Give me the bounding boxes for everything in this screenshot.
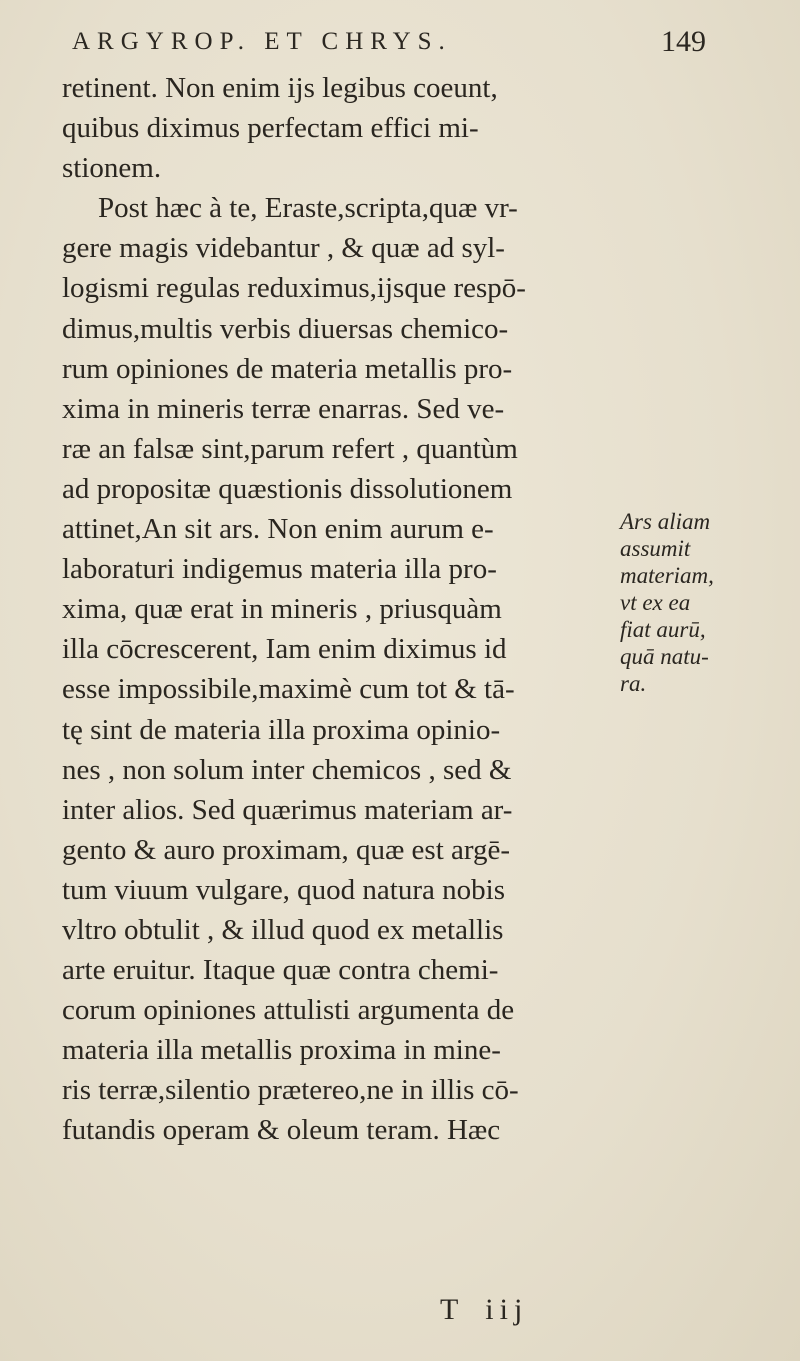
text-line: vltro obtulit , & illud quod ex metallis — [62, 913, 504, 946]
text-line: corum opiniones attulisti argumenta de — [62, 994, 515, 1027]
text-line: ræ an falsæ sint,parum refert , quantùm — [62, 432, 518, 465]
text-line: futandis operam & oleum teram. Hæc — [62, 1114, 501, 1147]
text-line: rum opiniones de materia metallis pro- — [62, 352, 513, 385]
text-line: tum viuum vulgare, quod natura nobis — [62, 873, 505, 906]
text-line: quibus diximus perfectam effici mi- — [62, 112, 479, 145]
running-head: ARGYROP. ET CHRYS. — [72, 28, 452, 55]
marginal-note-line: Ars aliam — [620, 509, 711, 534]
text-line: gere magis videbantur , & quæ ad syl- — [62, 232, 505, 265]
text-line: laboraturi indigemus materia illa pro- — [62, 553, 497, 586]
marginal-note — [620, 508, 800, 697]
marginal-note-line: quā natu- — [620, 644, 709, 669]
text-line: arte eruitur. Itaque quæ contra chemi- — [62, 954, 499, 987]
marginal-note-line: vt ex ea — [620, 590, 691, 615]
text-line: retinent. Non enim ijs legibus coeunt, — [62, 72, 498, 104]
text-line: stionem. — [62, 152, 162, 185]
marginal-note-line: fiat aurū, — [620, 617, 706, 642]
body-text — [62, 68, 662, 1151]
marginal-note-line: materiam, — [620, 563, 714, 588]
marginal-note-line: assumit — [620, 536, 691, 561]
text-line: ad propositæ quæstionis dissolutionem — [62, 472, 513, 505]
text-line: nes , non solum inter chemicos , sed & — [62, 753, 512, 786]
text-line: ris terræ,silentio prætereo,ne in illis cō- — [62, 1074, 519, 1107]
text-line: inter alios. Sed quærimus materiam ar- — [62, 793, 513, 826]
signature-mark: T iij — [440, 1293, 529, 1326]
text-line: esse impossibile,maximè cum tot & tā- — [62, 673, 515, 706]
text-line: Post hæc à te, Eraste,scripta,quæ vr- — [98, 192, 518, 225]
page-number: 149 — [661, 25, 706, 58]
text-line: dimus,multis verbis diuersas chemico- — [62, 312, 509, 345]
marginal-note-line: ra. — [620, 671, 647, 696]
text-line: attinet,An sit ars. Non enim aurum e- — [62, 513, 494, 546]
text-line: logismi regulas reduximus,ijsque respō- — [62, 272, 526, 305]
text-line: xima in mineris terræ enarras. Sed ve- — [62, 392, 505, 425]
text-line: illa cōcrescerent, Iam enim diximus id — [62, 633, 507, 666]
text-line: materia illa metallis proxima in mine- — [62, 1034, 501, 1067]
text-line: gento & auro proximam, quæ est argē- — [62, 833, 511, 866]
text-line: xima, quæ erat in mineris , priusquàm — [62, 593, 502, 626]
text-line: tę sint de materia illa proxima opinio- — [62, 713, 501, 746]
